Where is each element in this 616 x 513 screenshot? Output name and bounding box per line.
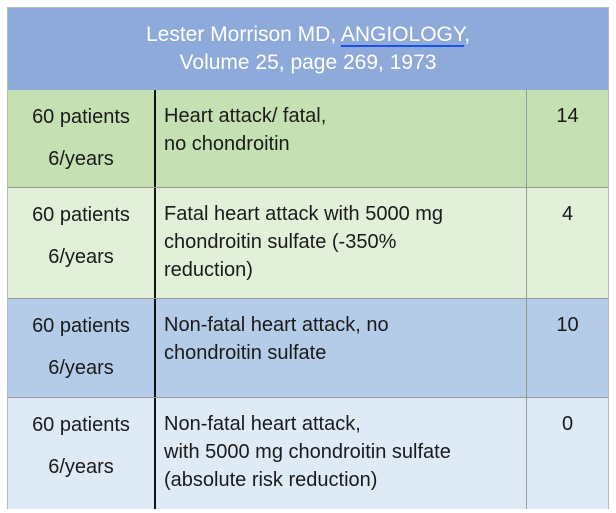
- study-results-table: [7, 7, 609, 509]
- table-row: [8, 299, 608, 398]
- group-duration: 6/years: [48, 246, 114, 268]
- description-line: Non-fatal heart attack, no: [164, 314, 389, 336]
- description-line: no chondroitin: [164, 133, 290, 155]
- table-header: [8, 8, 608, 91]
- group-cell: [8, 188, 156, 298]
- group-cell: [8, 299, 156, 397]
- description-line: Fatal heart attack with 5000 mg: [164, 203, 444, 225]
- description-line: reduction): [164, 259, 253, 281]
- group-duration: 6/years: [48, 456, 114, 478]
- group-patients: 60 patients: [32, 106, 130, 128]
- description-line: Non-fatal heart attack,: [164, 413, 361, 435]
- header-line-1: [8, 21, 608, 49]
- count-cell: 14: [556, 105, 579, 127]
- group-patients: 60 patients: [32, 204, 130, 226]
- group-duration: 6/years: [48, 148, 114, 170]
- table-row: [8, 398, 608, 509]
- group-cell: [8, 398, 156, 509]
- group-cell: [8, 90, 156, 187]
- table-row: [8, 188, 608, 299]
- group-patients: 60 patients: [32, 414, 130, 436]
- description-line: chondroitin sulfate (-350%: [164, 231, 397, 253]
- count-cell: 10: [556, 314, 579, 336]
- count-cell: 4: [561, 203, 574, 225]
- group-patients: 60 patients: [32, 315, 130, 337]
- description-line: Heart attack/ fatal,: [164, 105, 327, 127]
- table-row: [8, 90, 608, 188]
- description-cell: [156, 398, 527, 509]
- description-cell: [156, 90, 527, 187]
- group-duration: 6/years: [48, 357, 114, 379]
- journal-name: ANGIOLOGY: [340, 23, 465, 46]
- description-line: chondroitin sulfate: [164, 342, 327, 364]
- description-line: (absolute risk reduction): [164, 469, 378, 491]
- description-cell: [156, 299, 527, 397]
- header-author: Lester Morrison MD,: [145, 23, 341, 46]
- header-citation: Volume 25, page 269, 1973: [179, 51, 437, 74]
- description-line: with 5000 mg chondroitin sulfate: [164, 441, 451, 463]
- count-cell: 0: [561, 413, 574, 435]
- header-comma: ,: [464, 23, 471, 46]
- description-cell: [156, 188, 527, 298]
